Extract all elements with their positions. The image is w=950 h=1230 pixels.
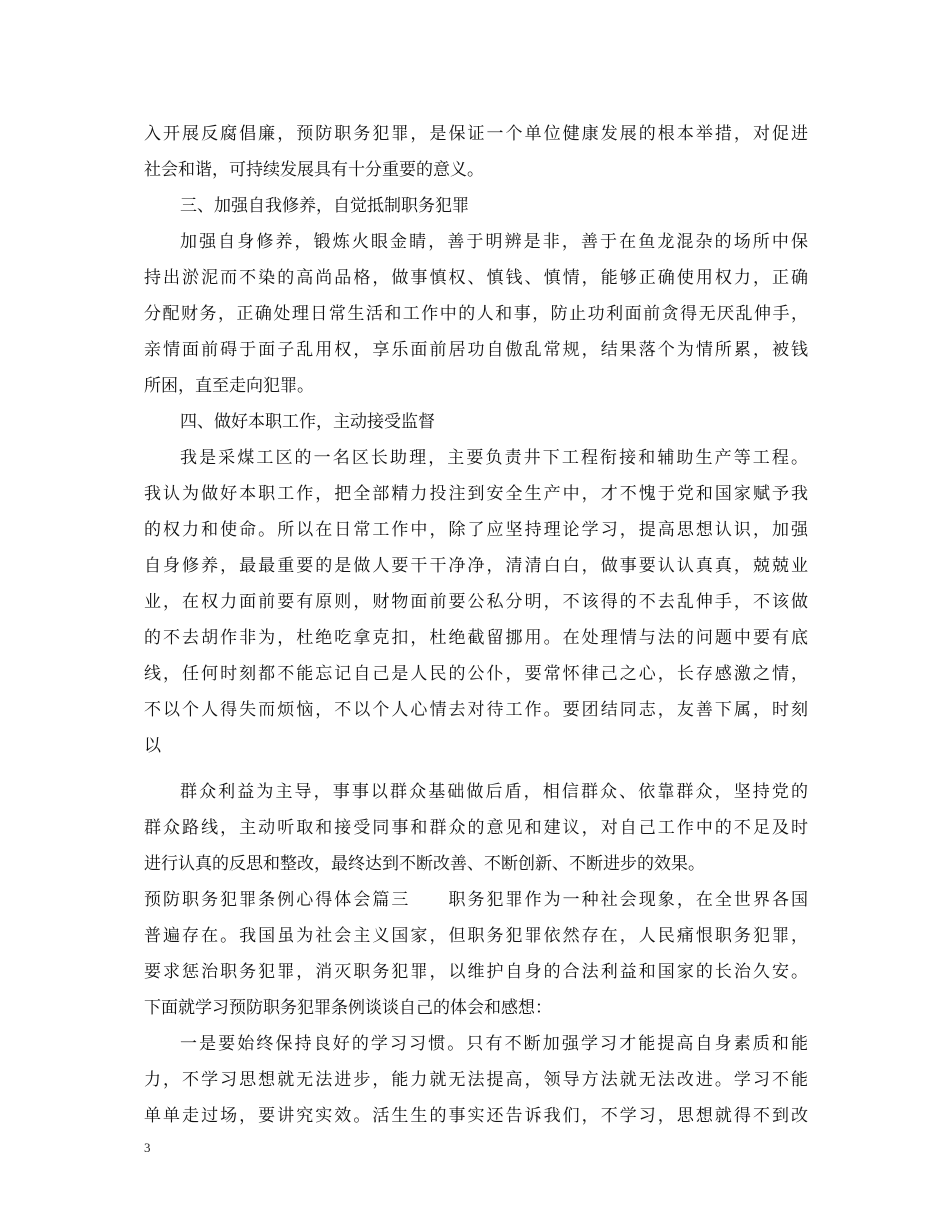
text-line: 要求惩治职务犯罪，消灭职务犯罪，以维护自身的合法利益和国家的长治久安。 bbox=[144, 962, 808, 982]
page-number: 3 bbox=[144, 1140, 151, 1155]
text-line: 所困，直至走向犯罪。 bbox=[144, 376, 314, 396]
text-line: 的不去胡作非为，杜绝吃拿克扣，杜绝截留挪用。在处理情与法的问题中要有底 bbox=[144, 628, 808, 648]
text-line: 群众利益为主导，事事以群众基础做后盾，相信群众、依靠群众，坚持党的 bbox=[180, 782, 808, 802]
paragraph-gap bbox=[144, 764, 808, 774]
text-line: 加强自身修养，锻炼火眼金睛，善于明辨是非，善于在鱼龙混杂的场所中保 bbox=[180, 232, 808, 252]
section-heading: 四、做好本职工作，主动接受监督 bbox=[180, 412, 435, 432]
text-line: 单单走过场，要讲究实效。活生生的事实还告诉我们，不学习，思想就得不到改 bbox=[144, 1106, 808, 1126]
text-line: 一是要始终保持良好的学习习惯。只有不断加强学习才能提高自身素质和能 bbox=[180, 1034, 808, 1054]
text-line: 群众路线，主动听取和接受同事和群众的意见和建议，对自己工作中的不足及时 bbox=[144, 818, 808, 838]
text-line: 不以个人得失而烦恼，不以个人心情去对待工作。要团结同志，友善下属，时刻 bbox=[144, 700, 808, 720]
text-line: 我认为做好本职工作，把全部精力投注到安全生产中，才不愧于党和国家赋予我 bbox=[144, 484, 808, 504]
text-line: 业，在权力面前要有原则，财物面前要公私分明，不该得的不去乱伸手，不该做 bbox=[144, 592, 808, 612]
document-body bbox=[144, 116, 808, 1134]
text-line: 力，不学习思想就无法进步，能力就无法提高，领导方法就无法改进。学习不能 bbox=[144, 1070, 808, 1090]
text-line: 分配财务，正确处理日常生活和工作中的人和事，防止功利面前贪得无厌乱伸手， bbox=[144, 304, 808, 324]
text-line: 持出淤泥而不染的高尚品格，做事慎权、慎钱、慎情，能够正确使用权力，正确 bbox=[144, 268, 808, 288]
text-line: 我是采煤工区的一名区长助理，主要负责井下工程衔接和辅助生产等工程。 bbox=[180, 448, 808, 468]
text-line: 预防职务犯罪条例心得体会篇三 职务犯罪作为一种社会现象，在全世界各国 bbox=[144, 890, 808, 910]
text-line: 以 bbox=[144, 736, 161, 756]
text-line: 社会和谐，可持续发展具有十分重要的意义。 bbox=[144, 160, 484, 180]
text-line: 的权力和使命。所以在日常工作中，除了应坚持理论学习，提高思想认识，加强 bbox=[144, 520, 808, 540]
section-heading: 三、加强自我修养，自觉抵制职务犯罪 bbox=[180, 196, 469, 216]
text-line: 亲情面前碍于面子乱用权，享乐面前居功自傲乱常规，结果落个为情所累，被钱 bbox=[144, 340, 808, 360]
text-line: 入开展反腐倡廉，预防职务犯罪，是保证一个单位健康发展的根本举措，对促进 bbox=[144, 124, 808, 144]
text-line: 自身修养，最最重要的是做人要干干净净，清清白白，做事要认认真真，兢兢业 bbox=[144, 556, 808, 576]
text-line: 下面就学习预防职务犯罪条例谈谈自己的体会和感想： bbox=[144, 998, 552, 1018]
text-line: 进行认真的反思和整改，最终达到不断改善、不断创新、不断进步的效果。 bbox=[144, 854, 705, 874]
text-line: 普遍存在。我国虽为社会主义国家，但职务犯罪依然存在，人民痛恨职务犯罪， bbox=[144, 926, 808, 946]
text-line: 线，任何时刻都不能忘记自己是人民的公仆，要常怀律己之心，长存感激之情， bbox=[144, 664, 808, 684]
